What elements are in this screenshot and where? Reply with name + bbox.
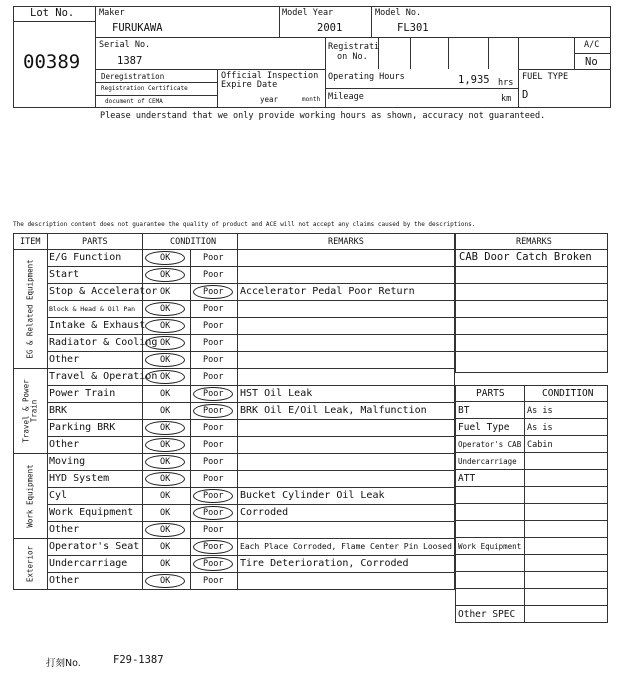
poor-option: Poor	[203, 406, 224, 416]
registration-label-2: on No.	[337, 52, 368, 62]
poor-circle-mark	[193, 540, 233, 554]
model-no-value: FL301	[397, 22, 429, 34]
remark-line	[455, 351, 608, 352]
row-divider	[47, 402, 455, 403]
ok-option: OK	[160, 253, 171, 263]
remark-text: Accelerator Pedal Poor Return	[240, 286, 415, 297]
poor-circle-mark	[193, 404, 233, 418]
ac-label: A/C	[584, 40, 600, 50]
ok-option: OK	[160, 270, 171, 280]
poor-option: Poor	[203, 491, 224, 501]
divider	[488, 37, 489, 69]
group-divider	[13, 453, 455, 454]
spec-line	[455, 537, 608, 538]
row-divider	[47, 317, 455, 318]
km-unit: km	[501, 94, 512, 104]
hours-disclaimer: Please understand that we only provide working hours as shown, accuracy not guaranteed.	[100, 111, 546, 121]
part-name: Power Train	[49, 388, 116, 399]
spec-part: Work Equipment	[458, 542, 522, 551]
row-divider	[47, 521, 455, 522]
divider	[217, 69, 218, 108]
serial-value: 1387	[117, 55, 143, 67]
inspection-label-2: Expire Date	[221, 80, 278, 90]
ok-option: OK	[160, 576, 171, 586]
ok-option: OK	[160, 542, 171, 552]
spec-line	[455, 469, 608, 470]
ok-option: OK	[160, 423, 171, 433]
ok-option: OK	[160, 338, 171, 348]
remark-text: BRK Oil E/Oil Leak, Malfunction	[240, 405, 427, 416]
month-unit: month	[302, 96, 321, 103]
divider	[47, 233, 48, 590]
part-name: Undercarriage	[49, 558, 128, 569]
maker-value: FURUKAWA	[112, 22, 163, 34]
poor-option: Poor	[203, 457, 224, 467]
remark-line	[455, 266, 608, 267]
ok-option: OK	[160, 525, 171, 535]
maker-label: Maker	[99, 8, 125, 18]
fuel-type-label: FUEL TYPE	[522, 72, 569, 82]
spec-condition: As is	[527, 406, 553, 416]
ok-circle-mark	[145, 421, 185, 435]
spec-part: Fuel Type	[458, 422, 510, 433]
part-name: Start	[49, 269, 80, 280]
ok-circle-mark	[145, 370, 185, 384]
remark-line	[455, 317, 608, 318]
stamp-label: 打刻No.	[46, 658, 81, 669]
operating-hours-label: Operating Hours	[328, 72, 405, 82]
ok-option: OK	[160, 287, 171, 297]
ok-option: OK	[160, 508, 171, 518]
divider	[325, 88, 518, 89]
row-divider	[47, 487, 455, 488]
hrs-unit: hrs	[498, 78, 514, 88]
remark-text: Bucket Cylinder Oil Leak	[240, 490, 385, 501]
remark-text: Each Place Corroded, Flame Center Pin Loosed	[240, 542, 452, 551]
group-divider	[13, 538, 455, 539]
divider	[237, 233, 238, 590]
divider	[410, 37, 411, 69]
spec-line	[455, 554, 608, 555]
poor-option: Poor	[203, 253, 224, 263]
ok-circle-mark	[145, 455, 185, 469]
col-item: ITEM	[20, 237, 41, 247]
poor-circle-mark	[193, 387, 233, 401]
part-name: Other	[49, 439, 80, 450]
divider	[325, 37, 326, 108]
group-label: EG & Related Equipment	[25, 258, 34, 359]
remark-line	[455, 249, 608, 250]
ok-option: OK	[160, 406, 171, 416]
part-name: Intake & Exhaust	[49, 320, 146, 331]
divider	[95, 82, 217, 83]
remark-text: HST Oil Leak	[240, 388, 313, 399]
stamp-value: F29-1387	[113, 654, 164, 666]
row-divider	[47, 351, 455, 352]
poor-option: Poor	[203, 423, 224, 433]
ok-circle-mark	[145, 302, 185, 316]
row-divider	[47, 555, 455, 556]
ok-circle-mark	[145, 319, 185, 333]
row-divider	[47, 385, 455, 386]
poor-option: Poor	[203, 372, 224, 382]
row-divider	[47, 572, 455, 573]
ok-circle-mark	[145, 472, 185, 486]
ok-circle-mark	[145, 438, 185, 452]
col-remarks: REMARKS	[328, 237, 364, 247]
remark-text: Corroded	[240, 507, 289, 518]
inspection-label: Official Inspection	[221, 71, 319, 81]
poor-circle-mark	[193, 557, 233, 571]
ok-circle-mark	[145, 353, 185, 367]
ok-circle-mark	[145, 336, 185, 350]
divider	[574, 53, 611, 54]
poor-option: Poor	[203, 576, 224, 586]
divider	[13, 21, 95, 22]
col-condition: CONDITION	[170, 237, 217, 247]
poor-option: Poor	[203, 321, 224, 331]
poor-circle-mark	[193, 506, 233, 520]
remark-line	[455, 283, 608, 284]
cema-label: document of CEMA	[105, 98, 163, 105]
spec-part: Undercarriage	[458, 457, 517, 466]
ok-circle-mark	[145, 523, 185, 537]
group-label: Travel & Power Train	[21, 378, 38, 443]
poor-option: Poor	[203, 304, 224, 314]
row-divider	[47, 470, 455, 471]
spec-line	[455, 435, 608, 436]
spec-part: Operator's CAB	[458, 440, 522, 449]
part-name: Other	[49, 524, 80, 535]
poor-option: Poor	[203, 355, 224, 365]
poor-option: Poor	[203, 559, 224, 569]
part-name: Block & Head & Oil Pan	[49, 305, 136, 313]
ok-option: OK	[160, 457, 171, 467]
part-name: Moving	[49, 456, 86, 467]
ok-option: OK	[160, 321, 171, 331]
part-name: BRK	[49, 405, 68, 416]
reg-cert-label: Registration Certificate	[101, 85, 188, 92]
ok-circle-mark	[145, 574, 185, 588]
spec-condition: As is	[527, 423, 553, 433]
row-divider	[47, 300, 455, 301]
ac-value: No	[585, 56, 598, 68]
divider	[518, 37, 519, 108]
poor-option: Poor	[203, 389, 224, 399]
ok-option: OK	[160, 372, 171, 382]
group-label: Exterior	[25, 545, 34, 582]
poor-circle-mark	[193, 489, 233, 503]
ok-circle-mark	[145, 251, 185, 265]
poor-option: Poor	[203, 338, 224, 348]
mileage-label: Mileage	[328, 92, 364, 102]
divider	[518, 69, 611, 70]
model-year-label: Model Year	[282, 8, 334, 18]
row-divider	[47, 266, 455, 267]
divider	[371, 6, 372, 37]
lot-number: 00389	[23, 51, 81, 73]
serial-label: Serial No.	[99, 40, 151, 50]
part-name: Other	[49, 575, 80, 586]
spec-line	[455, 418, 608, 419]
ok-option: OK	[160, 474, 171, 484]
ok-circle-mark	[145, 268, 185, 282]
remark-text: Tire Deterioration, Corroded	[240, 558, 409, 569]
poor-option: Poor	[203, 542, 224, 552]
model-no-label: Model No.	[375, 8, 422, 18]
divider	[448, 37, 449, 69]
part-name: Radiator & Cooling	[49, 337, 158, 348]
spec-part: BT	[458, 405, 470, 416]
poor-option: Poor	[203, 508, 224, 518]
ok-option: OK	[160, 304, 171, 314]
header-divider	[13, 249, 455, 250]
poor-option: Poor	[203, 440, 224, 450]
poor-option: Poor	[203, 474, 224, 484]
col-parts: PARTS	[82, 237, 108, 247]
divider	[95, 37, 611, 38]
spec-line	[455, 520, 608, 521]
spec-part: ATT	[458, 473, 476, 484]
row-divider	[47, 436, 455, 437]
poor-option: Poor	[203, 287, 224, 297]
spec-condition: Cabin	[527, 440, 553, 450]
ok-option: OK	[160, 559, 171, 569]
spec-part: Other SPEC	[458, 609, 516, 620]
registration-label: Registrati	[328, 42, 380, 52]
group-divider	[13, 368, 455, 369]
dereg-label: Deregistration	[101, 72, 165, 81]
model-year-value: 2001	[317, 22, 343, 34]
part-name: Cyl	[49, 490, 68, 501]
fuel-type-value: D	[522, 89, 529, 101]
spec-line	[455, 486, 608, 487]
ok-option: OK	[160, 389, 171, 399]
spec-line	[455, 605, 608, 606]
row-divider	[47, 283, 455, 284]
spec-line	[455, 588, 608, 589]
lot-label: Lot No.	[30, 7, 75, 19]
part-name: E/G Function	[49, 252, 122, 263]
row-divider	[47, 419, 455, 420]
spec-line	[455, 571, 608, 572]
poor-option: Poor	[203, 525, 224, 535]
divider	[279, 6, 280, 37]
year-unit: year	[260, 95, 279, 104]
operating-hours-value: 1,935	[458, 74, 490, 86]
remarks-first: CAB Door Catch Broken	[459, 251, 592, 263]
part-name: Work Equipment	[49, 507, 134, 518]
part-name: Parking BRK	[49, 422, 116, 433]
part-name: Stop & Accelerator	[49, 286, 158, 297]
ok-option: OK	[160, 440, 171, 450]
poor-option: Poor	[203, 270, 224, 280]
divider	[95, 6, 96, 108]
part-name: HYD System	[49, 473, 110, 484]
ok-option: OK	[160, 491, 171, 501]
spec-line	[455, 401, 608, 402]
row-divider	[47, 504, 455, 505]
divider	[95, 69, 325, 70]
remarks-title: REMARKS	[516, 237, 552, 247]
remark-line	[455, 334, 608, 335]
spec-col-condition: CONDITION	[542, 388, 594, 399]
remark-line	[455, 300, 608, 301]
divider	[95, 95, 217, 96]
row-divider	[47, 334, 455, 335]
part-name: Operator's Seat	[49, 541, 140, 552]
part-name: Other	[49, 354, 80, 365]
spec-line	[455, 452, 608, 453]
group-label: Work Equipment	[25, 463, 34, 528]
spec-col-parts: PARTS	[476, 388, 505, 399]
poor-circle-mark	[193, 285, 233, 299]
spec-line	[455, 503, 608, 504]
description-notice: The description content does not guarantee the quality of product and ACE will not accept any claims caused by the descriptions.	[13, 221, 476, 228]
ok-option: OK	[160, 355, 171, 365]
part-name: Travel & Operation	[49, 371, 158, 382]
